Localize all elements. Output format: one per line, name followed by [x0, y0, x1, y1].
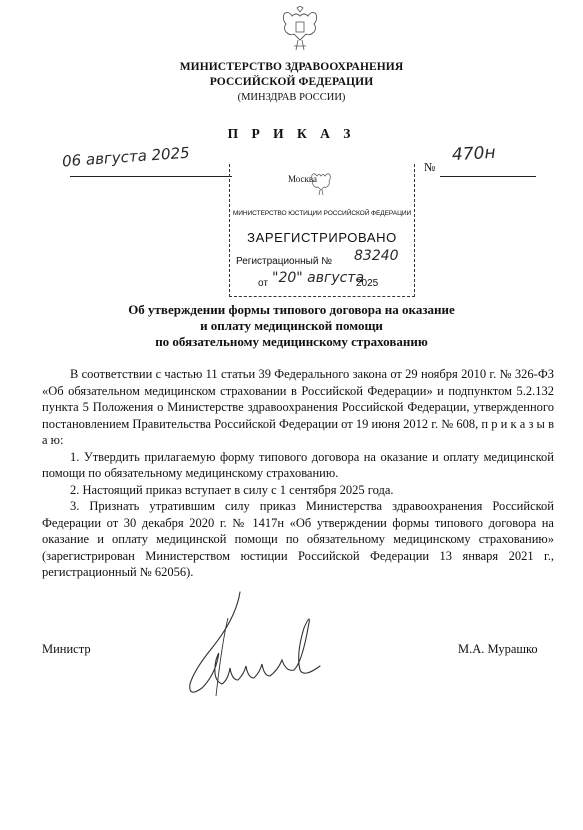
stamp-city: Москва — [288, 174, 317, 184]
order-body — [42, 366, 554, 581]
preamble-paragraph: В соответствии с частью 11 статьи 39 Федерального закона от 29 ноября 2010 г. № 326-ФЗ «Об обязательном медицинском страховании в Российской Федерации» и подпунктом 5.2.132 пункта 5 Положения о Министерстве здравоохранения Российской Федерации, утвержденного постановлением Правительства Российской Федерации от 19 июня 2012 г. № 608, п р и к а з ы в а ю: — [42, 367, 554, 447]
number-sign: № — [424, 160, 436, 174]
ministry-name-line1: МИНИСТЕРСТВО ЗДРАВООХРАНЕНИЯ — [179, 61, 404, 73]
subject-line1: Об утверждении формы типового договора на оказание — [128, 302, 455, 317]
item-2-paragraph: 2. Настоящий приказ вступает в силу с 1 сентября 2025 года. — [70, 482, 394, 497]
stamp-from-label: от — [258, 278, 268, 289]
order-number: 470н — [451, 142, 497, 166]
stamp-emblem-icon — [310, 170, 332, 196]
stamp-reg-number: 83240 — [354, 248, 399, 264]
coat-of-arms-icon — [280, 6, 320, 54]
stamp-status: ЗАРЕГИСТРИРОВАНО — [247, 230, 397, 245]
stamp-from-date: "20" августа — [272, 270, 365, 286]
stamp-agency: МИНИСТЕРСТВО ЮСТИЦИИ РОССИЙСКОЙ ФЕДЕРАЦИИ — [232, 210, 412, 217]
subject-line3: по обязательному медицинскому страхованию — [155, 334, 428, 349]
order-date: 06 августа 2025 — [61, 143, 191, 171]
ministry-header — [0, 60, 583, 105]
signer-name: М.А. Мурашко — [458, 642, 538, 656]
ministry-short-name: (МИНЗДРАВ РОССИИ) — [237, 92, 346, 103]
subject-line2: и оплату медицинской помощи — [200, 318, 383, 333]
document-type: П Р И К А З — [227, 126, 356, 141]
ministry-name-line2: РОССИЙСКОЙ ФЕДЕРАЦИИ — [209, 76, 374, 88]
stamp-reg-label: Регистрационный № — [236, 256, 332, 267]
item-3-paragraph: 3. Признать утратившим силу приказ Министерства здравоохранения Российской Федерации от 30 декабря 2020 г. № 1417н «Об утверждении формы типового договора на оказание и оплату медицинской помощи по обязательному медицинскому страхованию» (зарегистрирован Министерством юстиции Российской Федерации 13 января 2021 г., регистрационный № 62056). — [42, 499, 554, 579]
order-subject — [0, 302, 583, 350]
signer-position: Министр — [42, 642, 91, 656]
registration-stamp — [229, 164, 415, 297]
stamp-year: 2025 — [356, 278, 379, 289]
handwritten-signature — [172, 588, 332, 708]
item-1-paragraph: 1. Утвердить прилагаемую форму типового договора на оказание и оплату медицинской помощи по обязательному медицинскому страхованию. — [42, 449, 554, 480]
